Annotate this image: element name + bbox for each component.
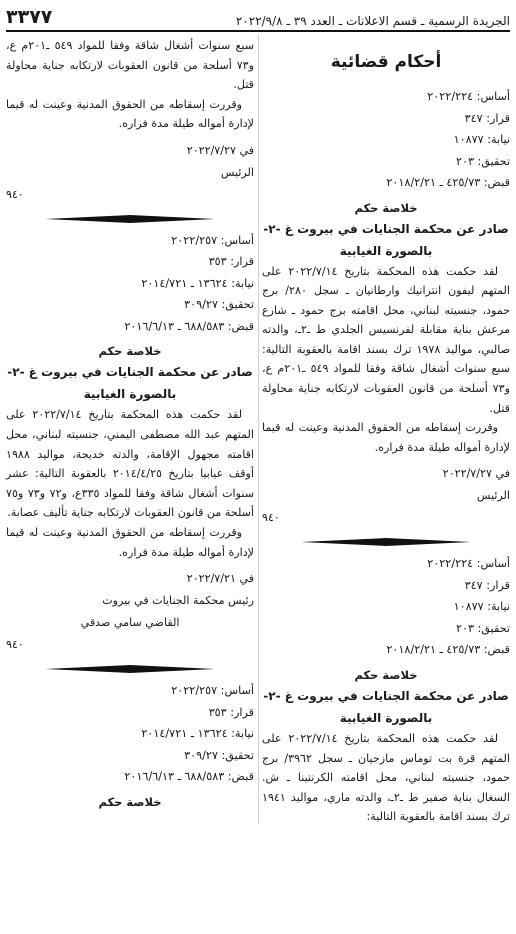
investigation-number: تحقيق: ٣٠٩/٢٧ bbox=[184, 298, 254, 312]
case-number: أساس: ٢٠٢٢/٢٥٧ bbox=[171, 233, 254, 247]
reference-number: ٩٤٠ bbox=[6, 638, 24, 652]
arrest-number: قبض: ٦٨٨/٥٨٣ ـ ٢٠١٦/٦/١٣ bbox=[124, 770, 254, 784]
divider-ornament bbox=[45, 664, 215, 674]
judgment-text: لقد حكمت هذه المحكمة بتاريخ ٢٠٢٢/٧/١٤ على المتهم عبد الله مصطفى اليمني، جنسيته لبناني، محل اقامته مجهول الإقامة، والدته خديجة، مواليد ١٩٨٨ أوقف غيابيا بتاريخ ٢٠١٤/٤/٢٥ بالعقوبة التالية: عشر سنوات أشغال شاقة وفقا للمواد ٣٣٥ع، و٧٢ و٧٣ و٧٥ أسلحة من قانون العقوبات لارتكابه جناية تأليف عصابة. bbox=[6, 408, 254, 520]
prosecution-number: نيابة: ١٠٨٧٧ bbox=[453, 600, 510, 614]
decision-text: وقررت إسقاطه من الحقوق المدنية وعينت له قيما لإدارة أمواله طيلة مدة فراره. bbox=[262, 421, 510, 454]
investigation-number: تحقيق: ٢٠٣ bbox=[455, 154, 510, 168]
judgment-date: في ٢٠٢٢/٧/٢١ bbox=[186, 572, 254, 586]
decision-number: قرار: ٣٤٧ bbox=[464, 111, 510, 125]
investigation-number: تحقيق: ٢٠٣ bbox=[455, 621, 510, 635]
judge-name: القاضي سامي صدقي bbox=[80, 616, 180, 630]
reference-number: ٩٤٠ bbox=[6, 187, 24, 201]
section-title: أحكام قضائية bbox=[330, 52, 442, 72]
divider-ornament bbox=[45, 214, 215, 224]
case-number: أساس: ٢٠٢٢/٢٢٤ bbox=[427, 557, 510, 571]
arrest-number: قبض: ٦٨٨/٥٨٣ ـ ٢٠١٦/٦/١٣ bbox=[124, 319, 254, 333]
court-heading: صادر عن محكمة الجنايات في بيروت غ -٢- bbox=[263, 221, 509, 236]
left-column bbox=[6, 36, 254, 812]
arrest-number: قبض: ٤٢٥/٧٣ ـ ٢٠١٨/٢/٢١ bbox=[386, 643, 510, 657]
court-heading-sub: بالصورة الغيابية bbox=[339, 243, 433, 258]
arrest-number: قبض: ٤٢٥/٧٣ ـ ٢٠١٨/٢/٢١ bbox=[386, 176, 510, 189]
court-heading: صادر عن محكمة الجنايات في بيروت غ -٢- bbox=[263, 688, 509, 703]
prosecution-number: نيابة: ١٣٦٢٤ ـ ٢٠١٤/٧٢١ bbox=[141, 727, 254, 741]
prosecution-number: نيابة: ١٠٨٧٧ bbox=[453, 133, 510, 146]
judgment-text-continued: سبع سنوات أشغال شاقة وفقا للمواد ٥٤٩ ـ٢٠١م ع، و٧٣ أسلحة من قانون العقوبات لارتكابه جناية محاولة قتل. bbox=[6, 39, 254, 92]
right-column bbox=[262, 36, 510, 827]
prosecution-number: نيابة: ١٣٦٢٤ ـ ٢٠١٤/٧٢١ bbox=[141, 276, 254, 290]
decision-number: قرار: ٣٥٣ bbox=[208, 255, 254, 269]
judgment-date: في ٢٠٢٢/٧/٢٧ bbox=[186, 143, 254, 157]
court-heading-sub: بالصورة الغيابية bbox=[339, 710, 433, 725]
summary-heading: خلاصة حكم bbox=[98, 344, 162, 359]
court-heading-sub: بالصورة الغيابية bbox=[83, 387, 177, 402]
summary-heading: خلاصة حكم bbox=[98, 794, 162, 809]
decision-number: قرار: ٣٤٧ bbox=[464, 578, 510, 592]
signature: الرئيس bbox=[476, 489, 510, 503]
judgment-date: في ٢٠٢٢/٧/٢٧ bbox=[442, 467, 510, 481]
divider-ornament bbox=[301, 537, 471, 547]
court-heading: صادر عن محكمة الجنايات في بيروت غ -٢- bbox=[7, 365, 253, 380]
column-rule bbox=[258, 34, 259, 824]
signature: الرئيس bbox=[220, 165, 254, 179]
judgment-text: لقد حكمت هذه المحكمة بتاريخ ٢٠٢٢/٧/١٤ على المتهم ليفون انترانيك وارطانيان ـ سجل ٢٨٠/ برج حمود، جنسيته لبناني، محل اقامته برج حمود ـ شارع مرعش بناية مقابلة لفرنسيس الجلدي ط ـ٢ـ، والدته صالبي، مواليد ١٩٧٨ ترك بسند اقامة بالعقوبة التالية: سبع سنوات أشغال شاقة وفقا للمواد ٥٤٩ ـ٢٠١م ع، و٧٣ أسلحة من قانون العقوبات لارتكابه جناية محاولة قتل. bbox=[262, 264, 510, 415]
investigation-number: تحقيق: ٣٠٩/٢٧ bbox=[184, 748, 254, 762]
case-entry-2 bbox=[262, 553, 510, 826]
decision-number: قرار: ٣٥٣ bbox=[208, 705, 254, 719]
page-header bbox=[6, 4, 510, 32]
header-title: الجريدة الرسمية ـ قسم الاعلانات ـ العدد ٣٩ ـ ٢٠٢٢/٩/٨ bbox=[235, 14, 510, 28]
decision-text: وقررت إسقاطه من الحقوق المدنية وعينت له قيما لإدارة أمواله طيلة مدة فراره. bbox=[6, 97, 254, 131]
case-entry-4 bbox=[6, 680, 254, 812]
summary-heading: خلاصة حكم bbox=[354, 200, 418, 215]
case-entry-3 bbox=[6, 230, 254, 656]
decision-text: وقررت إسقاطه من الحقوق المدنية وعينت له قيما لإدارة أمواله طيلة مدة فراره. bbox=[6, 526, 254, 559]
signature-title: رئيس محكمة الجنايات في بيروت bbox=[102, 594, 254, 608]
summary-heading: خلاصة حكم bbox=[354, 667, 418, 682]
case-number: أساس: ٢٠٢٢/٢٥٧ bbox=[171, 684, 254, 698]
case-entry-1 bbox=[262, 86, 510, 529]
judgment-text: لقد حكمت هذه المحكمة بتاريخ ٢٠٢٢/٧/١٤ على المتهم قرة بت توماس مازجيان ـ سجل ٣٩٦٢/ برج حمود، جنسيته لبناني، محل اقامته الكرنتينا ـ ش. السغال بناية صفير ط ـ٢ـ، والدته ماري، مواليد ١٩٤١ ترك بسند اقامة بالعقوبة التالية: bbox=[262, 731, 511, 824]
reference-number: ٩٤٠ bbox=[262, 511, 280, 525]
case-number: أساس: ٢٠٢٢/٢٢٤ bbox=[427, 90, 510, 103]
page-number: ٣٣٧٧ bbox=[6, 6, 53, 28]
